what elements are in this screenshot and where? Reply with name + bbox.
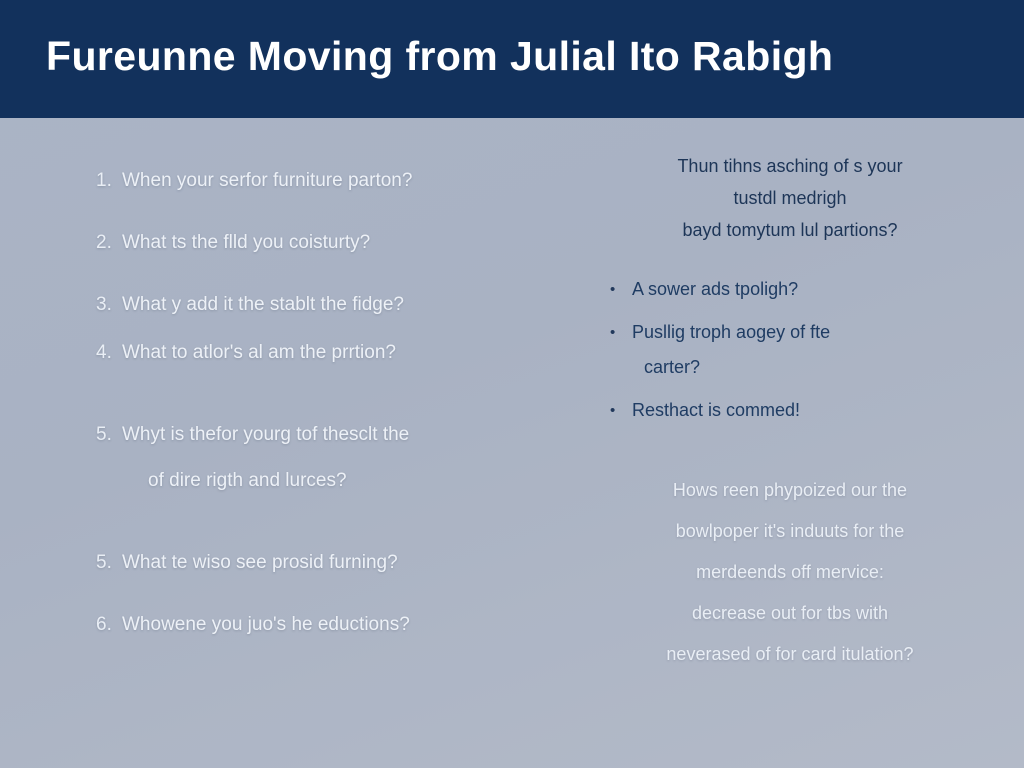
right-column — [610, 150, 970, 675]
spacer — [96, 516, 516, 550]
list-item — [96, 230, 516, 256]
left-column — [96, 168, 516, 660]
closing-line: decrease out for tbs with — [691, 603, 889, 623]
list-item — [96, 422, 516, 494]
list-item — [96, 292, 516, 318]
list-item-text: What te wiso see prosid furning? — [122, 552, 398, 573]
bullet-text: Resthact is commed! — [632, 400, 801, 420]
bullet-icon: • — [610, 324, 616, 341]
intro-line: bayd tomytum lul partions? — [682, 220, 898, 240]
bullet-icon: • — [610, 402, 616, 419]
list-item-text: What to atlor's al am the prrtion? — [122, 342, 396, 363]
intro-line: tustdl medrigh — [733, 188, 847, 208]
spacer — [96, 216, 516, 230]
closing-line: Hows reen phypoized our the — [672, 480, 908, 500]
closing-line: neverased of for card itulation? — [666, 644, 914, 664]
list-item-text: Whyt is thefor yourg tof thesclt the — [122, 424, 410, 445]
header-band — [0, 0, 1024, 118]
closing-line: bowlpoper it's induuts for the — [675, 521, 905, 541]
spacer — [96, 278, 516, 292]
list-item-number: 3. — [96, 294, 112, 315]
list-item — [96, 340, 516, 366]
list-item-number: 1. — [96, 170, 112, 191]
list-item — [610, 319, 970, 381]
list-item-number: 2. — [96, 232, 112, 253]
bullet-text: A sower ads tpoligh? — [632, 279, 799, 299]
list-item — [96, 550, 516, 576]
list-item-number: 5. — [96, 552, 112, 573]
list-item-text-line2: of dire rigth and lurces? — [148, 470, 347, 491]
list-item — [96, 168, 516, 194]
list-item-number: 6. — [96, 614, 112, 635]
spacer — [96, 598, 516, 612]
list-item-text: Whowene you juo's he eductions? — [122, 614, 410, 635]
list-item-text: What ts the flld you coisturty? — [122, 232, 371, 253]
bullet-icon: • — [610, 281, 616, 298]
list-item — [610, 276, 970, 303]
list-item-text: What y add it the stablt the fidge? — [122, 294, 405, 315]
closing-paragraph — [610, 470, 970, 675]
list-item-number: 5. — [96, 424, 112, 445]
list-item-text: When your serfor furniture parton? — [122, 170, 413, 191]
bullet-text: Pusllig troph aogey of fte — [632, 322, 831, 342]
intro-paragraph — [610, 150, 970, 246]
closing-line: merdeends off mervice: — [696, 562, 884, 582]
list-item-number: 4. — [96, 342, 112, 363]
slide-body — [0, 118, 1024, 768]
page-title: Fureunne Moving from Julial Ito Rabigh — [46, 33, 834, 79]
list-item — [610, 397, 970, 424]
intro-line: Thun tihns asching of s your — [677, 156, 903, 176]
list-item — [96, 612, 516, 638]
spacer — [96, 388, 516, 422]
bullet-text-line2: carter? — [644, 357, 701, 377]
